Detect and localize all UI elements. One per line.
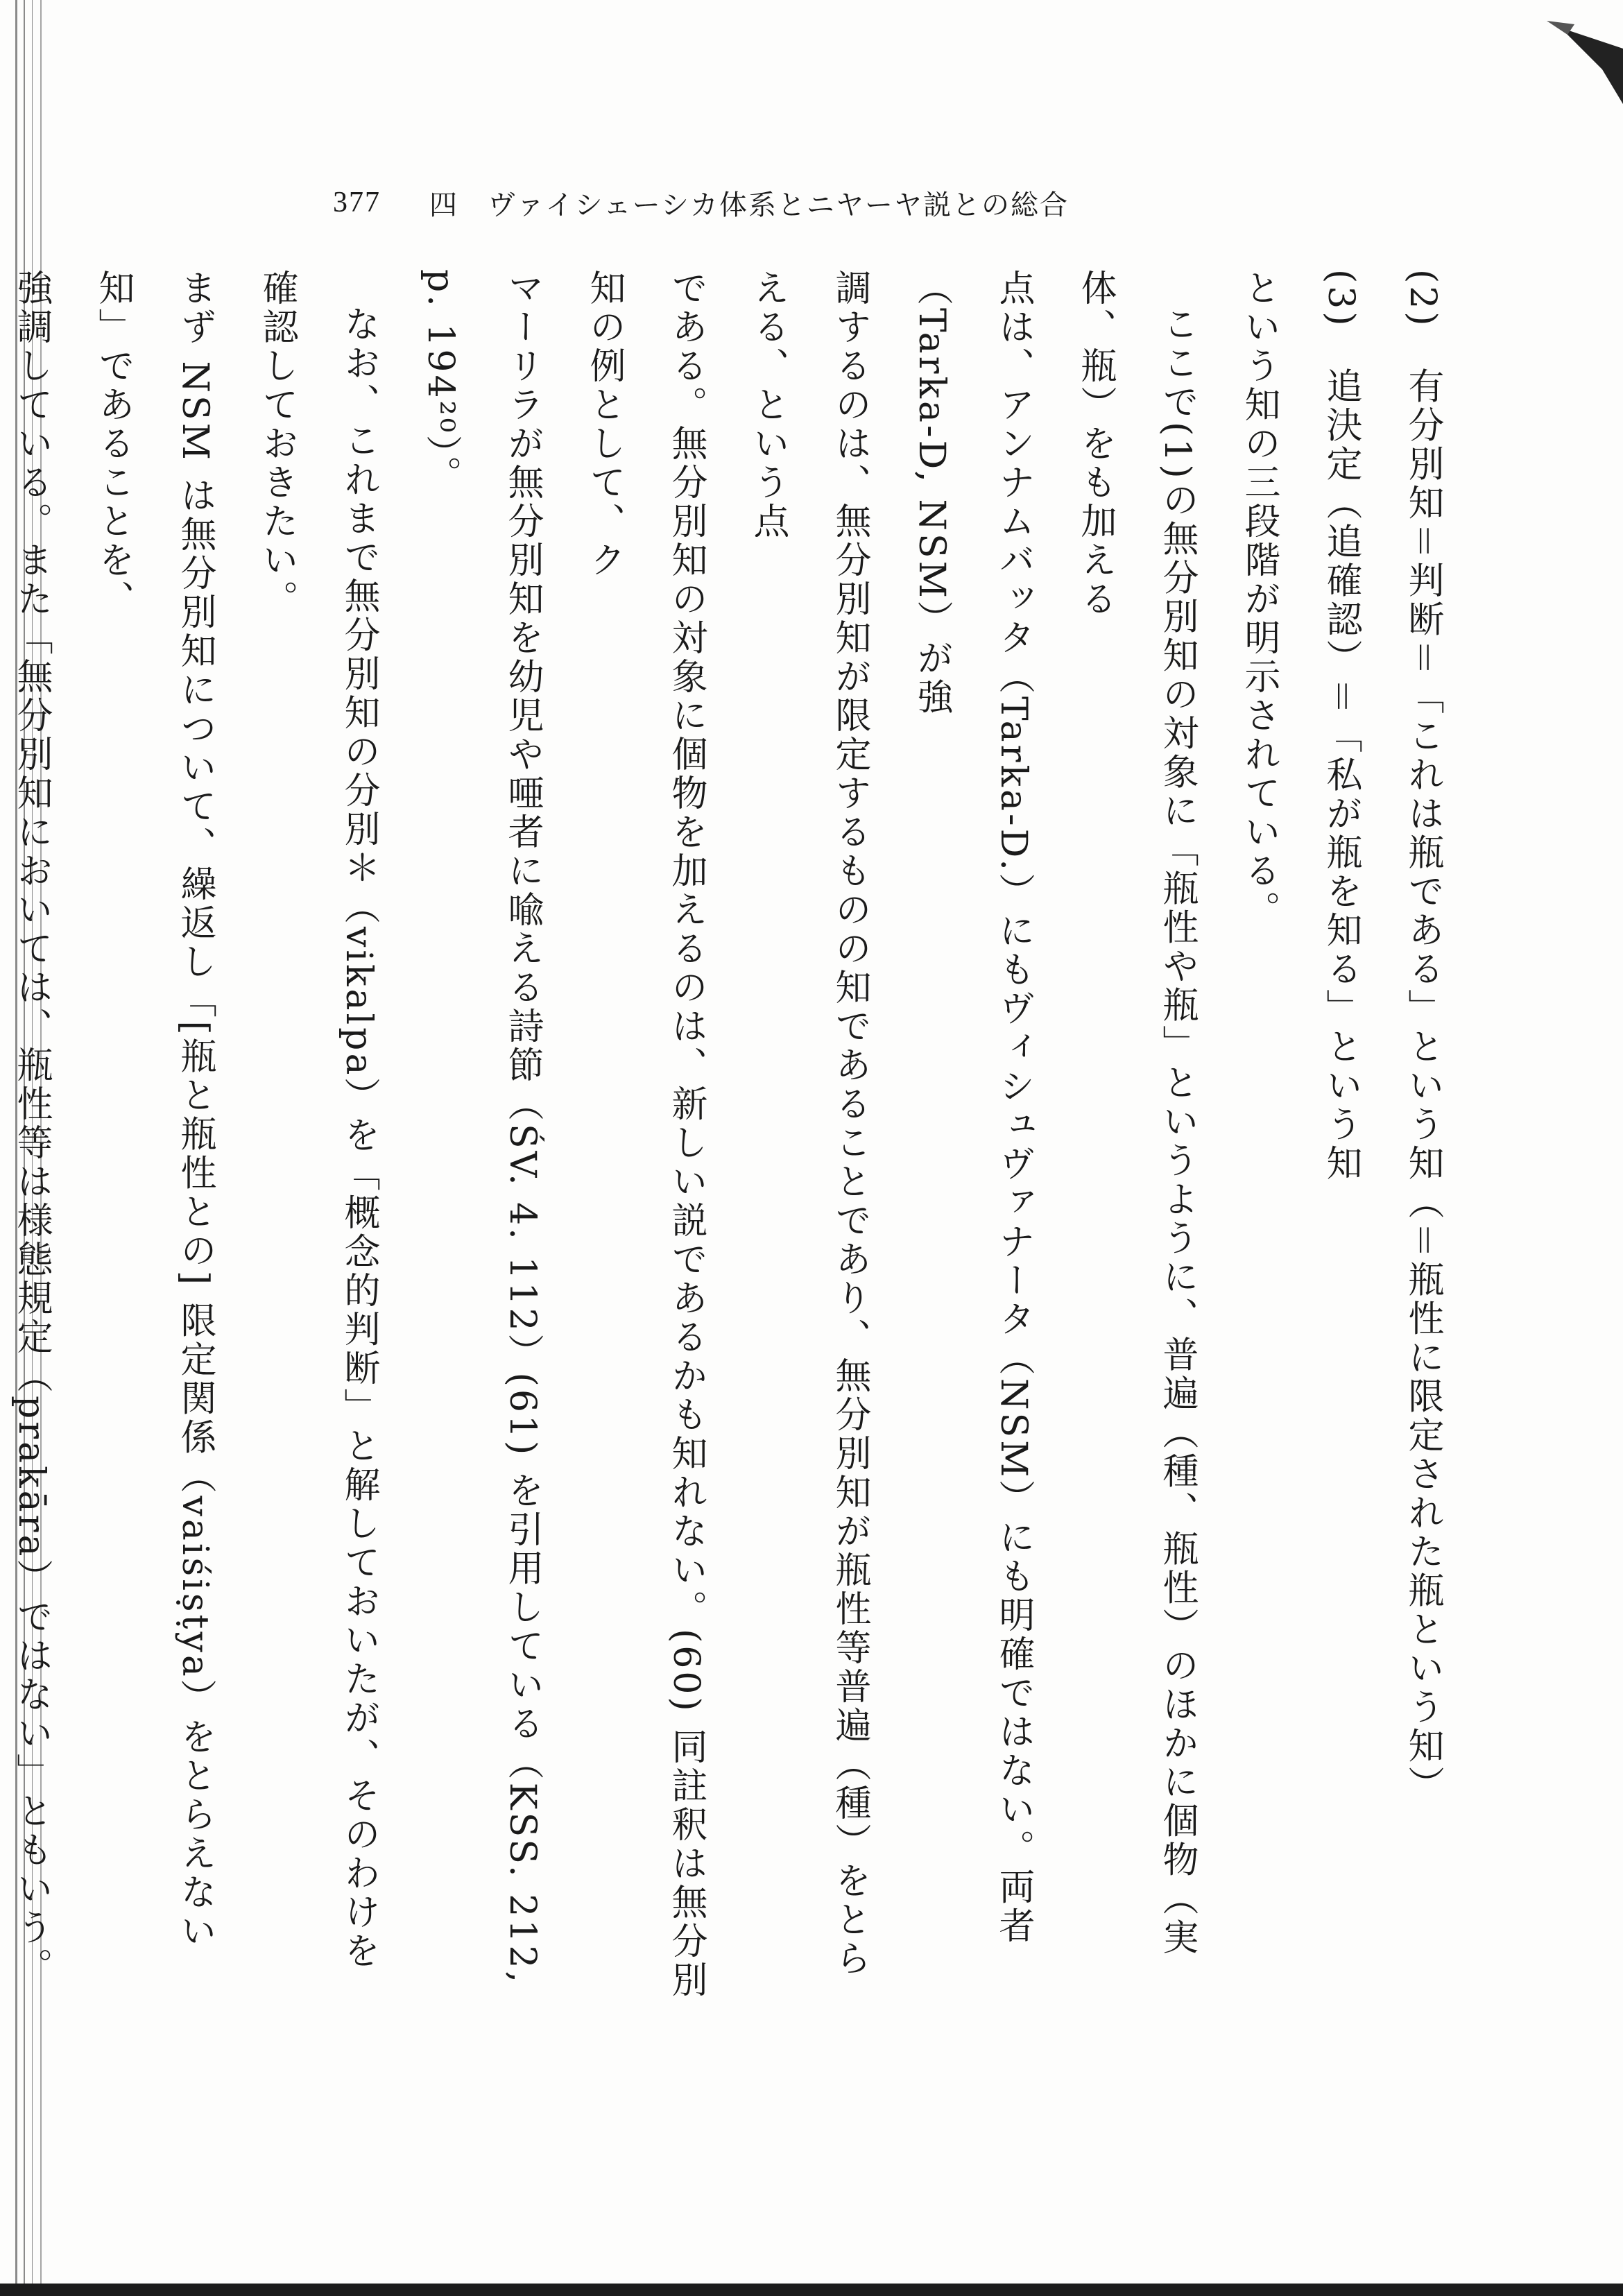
list-item-2: (2) 有分別知＝判断＝「これは瓶である」という知（＝瓶性に限定された瓶という知） — [1402, 269, 1443, 1805]
text-line: という知の三段階が明示されている。 — [1238, 269, 1280, 929]
section-title: 四 ヴァイシェーシカ体系とニヤーヤ説との総合 — [429, 189, 1069, 221]
list-item-3: (3) 追決定（追確認）＝「私が瓶を知る」という知 — [1320, 269, 1362, 1183]
text-line: 調するのは、無分別知が限定するものの知であることであり、無分別知が瓶性等普遍（種）をとらえる、という点 — [747, 269, 870, 1978]
vertical-body-text — [10, 269, 1463, 2003]
text-line: マーリラが無分別知を幼児や唖者に喩える詩節（ŚV. 4. 112）(61) を引用している（KSS. 212, p. 194²⁰）。 — [420, 269, 543, 1985]
text-line: 点は、アンナムバッタ（Tarka-D.）にもヴィシュヴァナータ（NSM）にも明確ではない。両者（Tarka-D, NSM）が強 — [911, 269, 1034, 1946]
running-head — [333, 182, 1069, 223]
scan-corner-shadow — [1547, 21, 1623, 104]
text-line: である。無分別知の対象に個物を加えるのは、新しい説であるかも知れない。(60) 同註釈は無分別知の例として、ク — [583, 269, 707, 2001]
scan-bottom-edge — [0, 2284, 1623, 2296]
paragraph-start: ここで(1)の無分別知の対象に「瓶性や瓶」というように、普遍（種、瓶性）のほかに個物（実体、瓶）をも加える — [1074, 269, 1198, 1957]
text-line: 強調している。また「無分別知においては、瓶性等は様態規定（prakāra）ではない」ともいう。 — [10, 269, 52, 1987]
paragraph-start: なお、これまで無分別知の分別＊（vikalpa）を「概念的判断」と解しておいたが、そのわけを確認しておきたい。 — [256, 269, 379, 1971]
text-line: まず NSM は無分別知について、繰返し「[瓶と瓶性との] 限定関係（vaiśiṣṭya）をとらえない知」であることを、 — [92, 269, 216, 1951]
page-number: 377 — [333, 187, 381, 219]
